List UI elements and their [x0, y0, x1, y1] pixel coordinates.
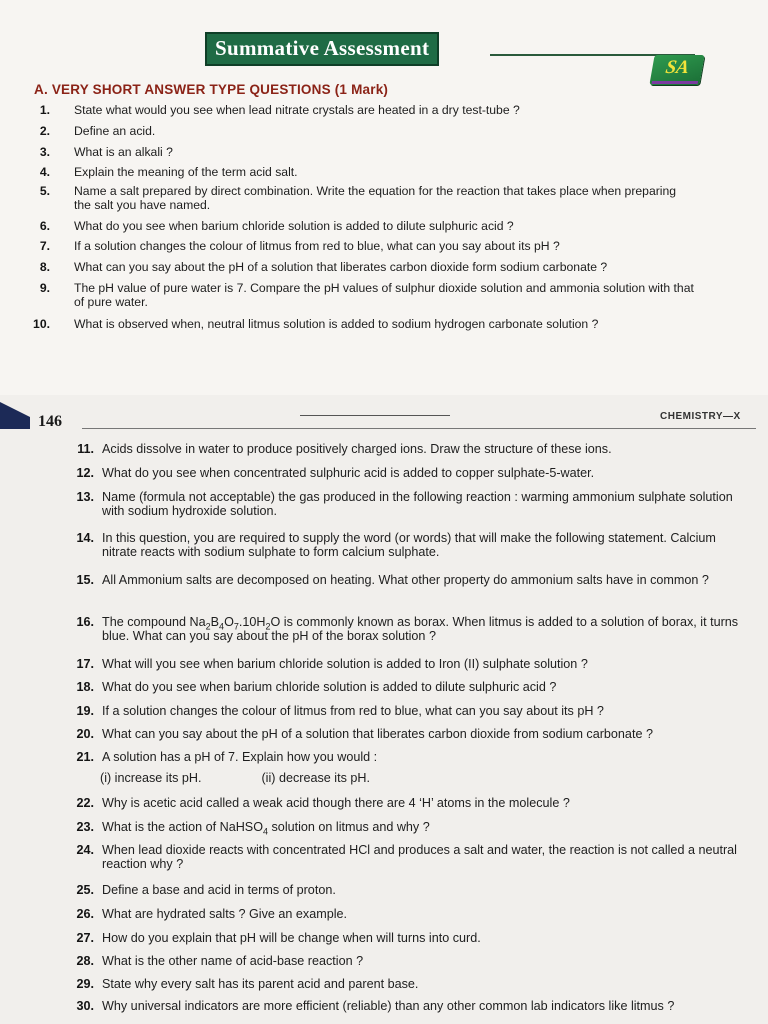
question-16: 16. The compound $Na_2B_4O_7.10H_2O$ is commonly known as borax. When litmus is added to a solution of borax, it turns blue. What can you say about the pH of the borax solution ?: [76, 615, 739, 643]
part-ii: (ii) decrease its pH.: [261, 771, 370, 785]
question-17: 17. What will you see when barium chloride solution is added to Iron (II) sulphate solution ?: [76, 657, 588, 671]
question-21-parts: [100, 771, 740, 785]
question-6: 6. What do you see when barium chloride solution is added to dilute sulphuric acid ?: [39, 219, 514, 233]
question-3: 3. What is an alkali ?: [39, 145, 173, 159]
banner-title: Summative Assessment: [205, 32, 439, 66]
question-27: 27. How do you explain that pH will be change when will turns into curd.: [76, 931, 481, 945]
chapter-tag: CHEMISTRY—X: [660, 411, 741, 422]
question-26: 26. What are hydrated salts ? Give an example.: [76, 907, 348, 921]
section-heading: A. VERY SHORT ANSWER TYPE QUESTIONS (1 Mark): [34, 82, 389, 97]
question-30: 30. Why universal indicators are more efficient (reliable) than any other common lab indicators like litmus ?: [76, 999, 675, 1013]
question-18: 18. What do you see when barium chloride solution is added to dilute sulphuric acid ?: [76, 680, 557, 694]
question-10: 10. What is observed when, neutral litmus solution is added to sodium hydrogen carbonate solution ?: [33, 317, 599, 331]
nahso4-question-text: What is the action of NaHSO$_4$ solution on litmus and why ?: [102, 820, 430, 837]
question-13: 13. Name (formula not acceptable) the gas produced in the following reaction : warming ammonium sulphate solution with sodium hydroxide solution.: [76, 490, 733, 518]
question-19: 19. If a solution changes the colour of litmus from red to blue, what can you say about its pH ?: [76, 704, 604, 718]
question-29: 29. State why every salt has its parent acid and parent base.: [76, 977, 419, 991]
question-7: 7. If a solution changes the colour of litmus from red to blue, what can you say about its pH ?: [39, 239, 560, 253]
part-i: (i) increase its pH.: [100, 771, 202, 785]
sa-logo-text: SA: [663, 57, 691, 78]
question-23: 23. What is the action of NaHSO$_4$ solution on litmus and why ?: [100, 820, 740, 834]
question-20: 20. What can you say about the pH of a solution that liberates carbon dioxide from sodium carbonate ?: [76, 727, 653, 741]
question-14: 14. In this question, you are required to supply the word (or words) that will make the following statement. Calcium nitrate reacts with sodium sulphate to form calcium sulphate.: [76, 531, 716, 559]
question-22: 22. Why is acetic acid called a weak acid though there are 4 ‘H’ atoms in the molecule ?: [76, 796, 570, 810]
banner: [205, 32, 439, 66]
question-21: 21. A solution has a pH of 7. Explain how you would : (i) increase its pH. (ii) decrease its pH.: [100, 750, 740, 785]
question-12: 12. What do you see when concentrated sulphuric acid is added to copper sulphate-5-water.: [76, 466, 595, 480]
question-8: 8. What can you say about the pH of a solution that liberates carbon dioxide form sodium carbonate ?: [39, 260, 608, 274]
question-25: 25. Define a base and acid in terms of proton.: [76, 883, 336, 897]
question-28: 28. What is the other name of acid-base reaction ?: [76, 954, 364, 968]
page-number: 146: [38, 413, 62, 430]
page-corner-mark: [0, 402, 30, 417]
question-15: 15. All Ammonium salts are decomposed on heating. What other property do ammonium salts have in common ?: [76, 573, 709, 587]
header-rule-top: [300, 415, 450, 416]
question-5: 5. Name a salt prepared by direct combination. Write the equation for the reaction that takes place when preparing the salt you have named.: [39, 184, 677, 212]
question-2: 2. Define an acid.: [39, 124, 156, 138]
header-rule: [82, 428, 756, 429]
question-4: 4. Explain the meaning of the term acid salt.: [39, 165, 298, 179]
question-11: 11. Acids dissolve in water to produce positively charged ions. Draw the structure of these ions.: [77, 442, 612, 456]
question-9: 9. The pH value of pure water is 7. Compare the pH values of sulphur dioxide solution and ammonia solution with that of pure water.: [39, 281, 694, 309]
question-1: 1. State what would you see when lead nitrate crystals are heated in a dry test-tube ?: [39, 103, 520, 117]
page-number-bar: [0, 417, 30, 429]
borax-question-text: The compound $Na_2B_4O_7.10H_2O$ is commonly known as borax. When litmus is added to a solution of borax, it turns blue. What can you say about the pH of the borax solution ?: [102, 615, 739, 643]
question-24: 24. When lead dioxide reacts with concentrated HCl and produces a salt and water, the reaction is not called a neutral reaction why ?: [76, 843, 737, 871]
sa-logo-badge: [649, 55, 704, 85]
